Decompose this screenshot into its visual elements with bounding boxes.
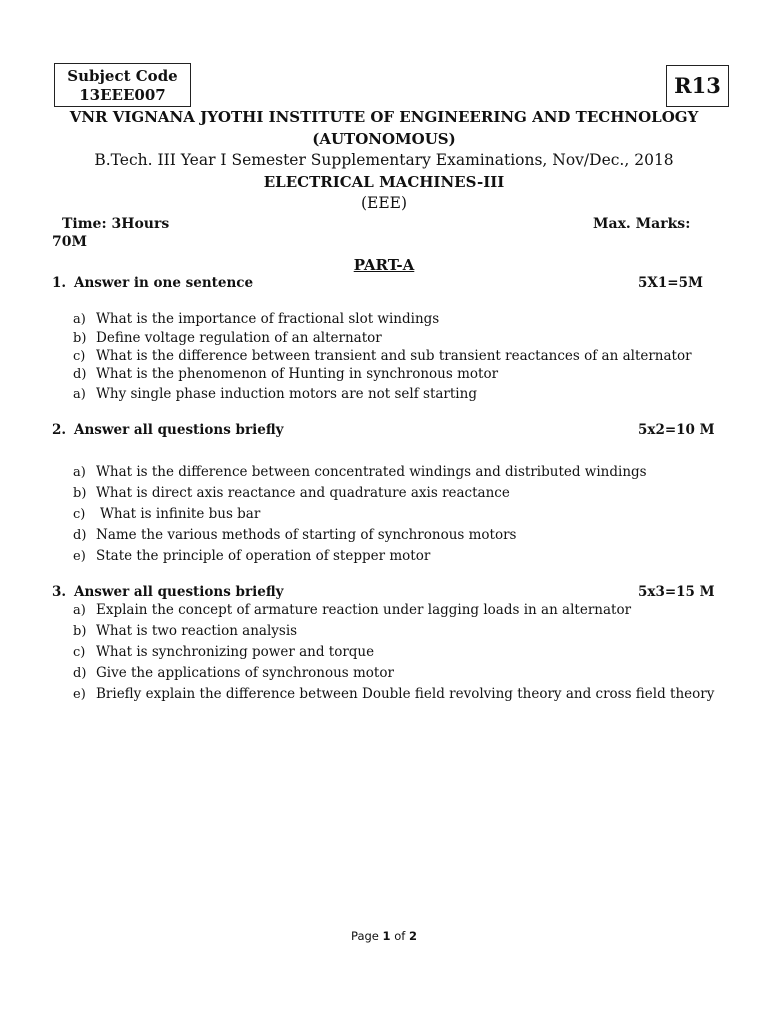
item-letter: d) (73, 528, 87, 543)
question-item: Name the various methods of starting of synchronous motors (96, 527, 517, 543)
question-item: Why single phase induction motors are not self starting (96, 386, 477, 402)
question-item: State the principle of operation of stepper motor (96, 548, 431, 564)
autonomous-label: (AUTONOMOUS) (312, 130, 456, 148)
question-item: What is the importance of fractional slot windings (96, 311, 440, 327)
branch-label: (EEE) (360, 194, 408, 212)
institute-name: VNR VIGNANA JYOTHI INSTITUTE OF ENGINEERING AND TECHNOLOGY (69, 108, 699, 126)
part-heading: PART-A (353, 256, 415, 274)
question-number: 1. (52, 275, 67, 291)
item-letter: c) (73, 507, 86, 522)
subject-code-label: Subject Code (67, 67, 178, 85)
item-letter: d) (73, 367, 87, 382)
question-item: What is synchronizing power and torque (96, 644, 375, 660)
item-letter: a) (73, 603, 86, 618)
exam-title: B.Tech. III Year I Semester Supplementary Examinations, Nov/Dec., 2018 (94, 151, 674, 169)
question-number: 3. (52, 584, 67, 600)
page-footer (0, 929, 768, 943)
subject-name: ELECTRICAL MACHINES-III (263, 173, 505, 191)
item-letter: a) (73, 312, 86, 327)
subject-code-box (54, 63, 191, 107)
page-current: 1 (382, 929, 391, 943)
question-item: Define voltage regulation of an alternator (96, 330, 382, 346)
subject-code-value: 13EEE007 (79, 86, 166, 104)
question-number: 2. (52, 422, 67, 438)
question-item: Briefly explain the difference between Double field revolving theory and cross field theory (96, 686, 715, 702)
item-letter: b) (73, 624, 87, 639)
question-item: Explain the concept of armature reaction under lagging loads in an alternator (96, 602, 632, 618)
item-letter: b) (73, 331, 87, 346)
question-marks: 5X1=5M (638, 275, 703, 291)
question-item: Give the applications of synchronous motor (96, 665, 394, 681)
item-letter: b) (73, 486, 87, 501)
max-marks-label: Max. Marks: (593, 216, 691, 232)
item-letter: c) (73, 349, 86, 364)
question-item: What is the phenomenon of Hunting in synchronous motor (96, 366, 499, 382)
question-item: What is the difference between concentrated windings and distributed windings (96, 464, 647, 480)
question-item: What is infinite bus bar (100, 506, 261, 522)
item-letter: e) (73, 549, 86, 564)
page-word: Page (351, 929, 379, 943)
item-letter: a) (73, 465, 86, 480)
page-total: 2 (408, 929, 417, 943)
regulation-box: R13 (666, 65, 729, 107)
exam-time: Time: 3Hours (62, 216, 170, 232)
question-item: What is the difference between transient and sub transient reactances of an alternator (96, 348, 692, 364)
question-marks: 5x2=10 M (638, 422, 715, 438)
question-instruction: Answer all questions briefly (74, 584, 284, 600)
item-letter: e) (73, 687, 86, 702)
question-instruction: Answer in one sentence (74, 275, 254, 291)
item-letter: c) (73, 645, 86, 660)
question-item: What is two reaction analysis (96, 623, 298, 639)
max-marks-value: 70M (52, 234, 87, 250)
question-instruction: Answer all questions briefly (74, 422, 284, 438)
question-item: What is direct axis reactance and quadrature axis reactance (96, 485, 510, 501)
item-letter: d) (73, 666, 87, 681)
of-word: of (394, 929, 406, 943)
question-marks: 5x3=15 M (638, 584, 715, 600)
item-letter: a) (73, 387, 86, 402)
